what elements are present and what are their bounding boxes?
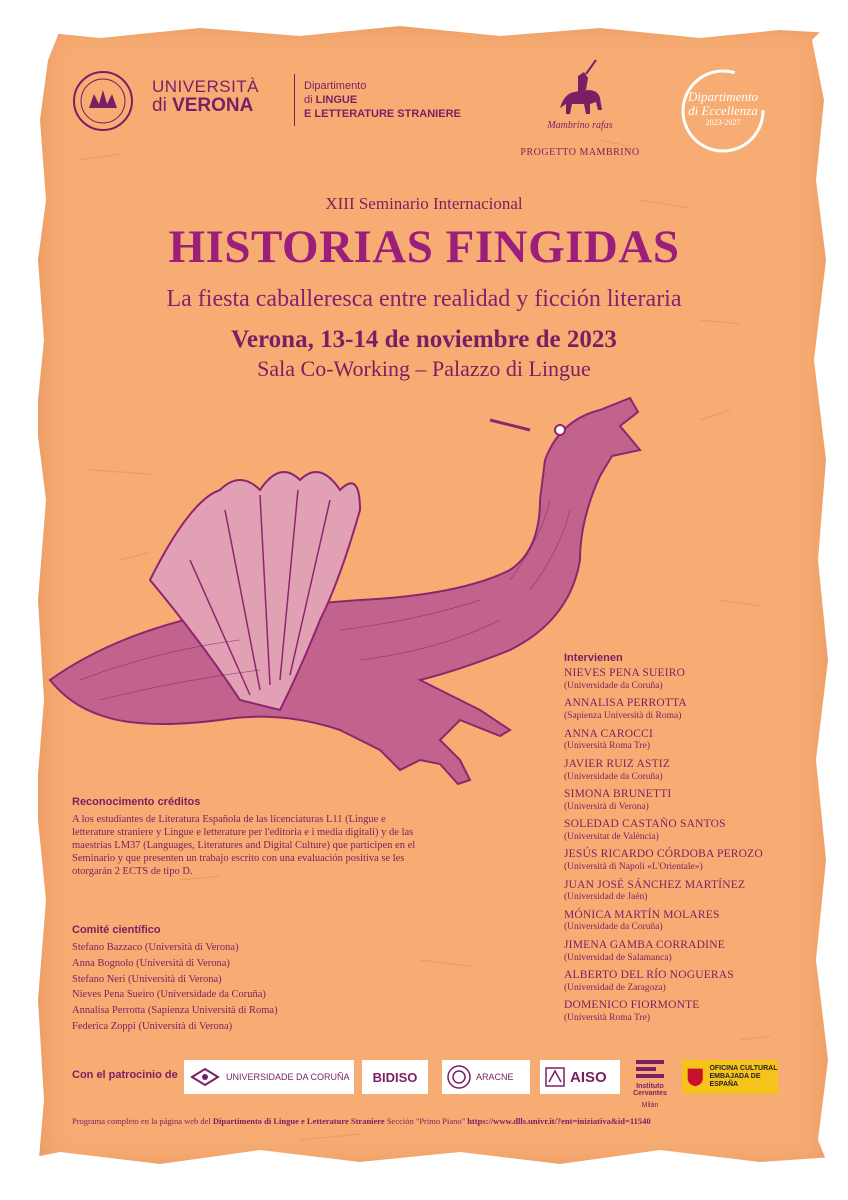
member-affiliation: (Università di Verona): [144, 942, 239, 954]
speaker-item: [564, 999, 804, 1024]
speakers-list: [564, 652, 804, 1029]
spain-embassy-logo: [682, 1060, 778, 1094]
mambrino-signature: Mambrino rafas: [547, 120, 613, 131]
speaker-name: DOMENICO FIORMONTE: [564, 999, 700, 1012]
speaker-item: [564, 758, 804, 783]
speaker-item: [564, 728, 804, 753]
speaker-name: ANNALISA PERROTTA: [564, 697, 687, 710]
event-dates: Verona, 13-14 de noviembre de 2023: [231, 326, 617, 353]
speaker-affiliation: (Universidade da Coruña): [564, 922, 663, 933]
speaker-name: ALBERTO DEL RÍO NOGUERAS: [564, 969, 734, 982]
speaker-item: [564, 969, 804, 994]
footer-prefix: Programa completo en la página web del: [72, 1116, 211, 1126]
event-subtitle: La fiesta caballeresca entre realidad y ficción literaria: [166, 286, 682, 312]
knight-icon: [550, 58, 610, 120]
committee-member: [72, 940, 402, 956]
department-line3: E LETTERATURE STRANIERE: [304, 107, 461, 120]
coruna-logo: [184, 1060, 354, 1094]
member-name: Federica Zoppi: [72, 1020, 136, 1032]
footer-department-link[interactable]: Dipartimento di Lingue e Letterature Straniere: [212, 1116, 385, 1126]
university-logo: [72, 68, 492, 138]
speaker-name: SOLEDAD CASTAÑO SANTOS: [564, 818, 726, 831]
committee-member: [72, 972, 402, 988]
member-affiliation: (Università di Verona): [136, 957, 230, 969]
spain-line2: EMBAJADA DE ESPAÑA: [709, 1072, 761, 1089]
speaker-item: [564, 697, 804, 722]
credits-heading: Reconocimento créditos: [72, 796, 201, 808]
member-affiliation: (Universidade da Coruña): [156, 989, 266, 1001]
member-name: Anna Bognolo: [72, 957, 134, 969]
footer-section: Sección "Primo Piano": [386, 1116, 466, 1126]
coruna-name: UNIVERSIDADE DA CORUÑA: [226, 1072, 350, 1082]
university-city: VERONA: [172, 94, 254, 116]
sponsors-row: [72, 1060, 792, 1109]
aracne-logo: [442, 1060, 530, 1094]
speaker-name: ANNA CAROCCI: [564, 727, 653, 740]
spain-line1: OFICINA CULTURAL: [709, 1064, 778, 1072]
event-venue: Sala Co-Working – Palazzo di Lingue: [257, 356, 591, 381]
department-name: [304, 80, 461, 121]
seminar-label: XIII Seminario Internacional: [325, 194, 523, 213]
speaker-affiliation: (Università di Napoli «L'Orientale»): [564, 862, 703, 873]
member-name: Stefano Neri: [72, 973, 126, 985]
credits-block: [72, 796, 422, 878]
university-line1: UNIVERSITÀ: [152, 77, 260, 96]
mambrino-logo: [520, 58, 640, 158]
university-di: di: [152, 94, 167, 116]
speaker-affiliation: (Universidad de Zaragoza): [564, 982, 666, 993]
coruna-emblem-icon: [190, 1067, 220, 1087]
speaker-affiliation: (Università Roma Tre): [564, 1013, 651, 1024]
logo-divider: [294, 74, 295, 126]
excellence-line2: di Eccellenza: [688, 102, 758, 118]
speaker-affiliation: (Universidad de Jaén): [564, 892, 648, 903]
speaker-name: SIMONA BRUNETTI: [564, 787, 672, 800]
aiso-name: AISO: [570, 1068, 607, 1086]
speaker-affiliation: (Universidad de Salamanca): [564, 952, 672, 963]
member-name: Nieves Pena Sueiro: [72, 989, 155, 1001]
footer-line: [72, 1116, 792, 1126]
department-di: di: [304, 93, 313, 106]
cervantes-city: Milán: [641, 1101, 659, 1109]
committee-member: [72, 1003, 402, 1019]
speaker-name: JAVIER RUIZ ASTIZ: [564, 757, 671, 770]
aiso-emblem-icon: [544, 1066, 566, 1088]
committee-member: [72, 1019, 402, 1035]
member-name: Stefano Bazzaco: [72, 942, 143, 954]
speaker-affiliation: (Sapienza Università di Roma): [564, 711, 682, 722]
member-name: Annalisa Perrotta: [72, 1005, 146, 1017]
cervantes-logo: [630, 1060, 670, 1110]
aracne-spiral-icon: [446, 1064, 472, 1090]
department-line2: LINGUE: [315, 93, 358, 106]
committee-member: [72, 987, 402, 1003]
speaker-item: [564, 909, 804, 934]
excellence-line1: Dipartimento: [687, 89, 759, 104]
department-line1: Dipartimento: [304, 80, 367, 92]
university-seal-icon: [72, 70, 134, 132]
aracne-name: ARACNE: [476, 1072, 514, 1082]
spain-shield-icon: [686, 1064, 704, 1090]
cervantes-name: Instituto Cervantes: [633, 1083, 667, 1098]
member-affiliation: (Sapienza Università di Roma): [147, 1005, 278, 1017]
bidiso-name: BIDISO: [372, 1069, 418, 1085]
mambrino-label: PROGETTO MAMBRINO: [520, 147, 640, 158]
committee-member: [72, 956, 402, 972]
excellence-years: 2023-2027: [705, 118, 741, 127]
speaker-affiliation: (Universidade da Coruña): [564, 680, 663, 691]
speaker-affiliation: (Universitat de València): [564, 831, 659, 842]
committee-heading: Comité científico: [72, 924, 161, 936]
speaker-name: NIEVES PENA SUEIRO: [564, 667, 686, 680]
speaker-name: JIMENA GAMBA CORRADINE: [564, 938, 725, 951]
excellence-badge: [680, 68, 766, 154]
university-name: [152, 78, 259, 116]
event-title: HISTORIAS FINGIDAS: [168, 221, 680, 273]
speakers-heading: Intervienen: [564, 652, 623, 664]
speaker-item: [564, 879, 804, 904]
bidiso-logo: [362, 1060, 428, 1094]
speaker-item: [564, 818, 804, 843]
cervantes-emblem-icon: [636, 1060, 664, 1078]
speaker-affiliation: (Università Roma Tre): [564, 741, 651, 752]
speaker-affiliation: (Università di Verona): [564, 801, 649, 812]
member-affiliation: (Università di Verona): [138, 1020, 233, 1032]
speaker-name: MÓNICA MARTÍN MOLARES: [564, 908, 720, 921]
footer-url-link[interactable]: https://www.dlls.univr.it/?ent=iniziativa&id=11540: [467, 1116, 651, 1126]
speaker-item: [564, 848, 804, 873]
sponsors-label: Con el patrocinio de: [72, 1069, 178, 1081]
member-affiliation: (Università di Verona): [127, 973, 222, 985]
speaker-item: [564, 667, 804, 692]
credits-text: A los estudiantes de Literatura Española de las licenciaturas L11 (Lingue e letterature straniere y Lingue e letterature per l'editoria e i media digitali) y de las maestrías LM37 (Languages, Literatures and Digital Culture) que participen en el Seminario y que presenten un trabajo escrito con una evaluación positiva se les otorgarán 2 ECTS de tipo D.: [72, 813, 416, 878]
speaker-name: JESÚS RICARDO CÓRDOBA PEROZO: [564, 848, 763, 861]
speaker-item: [564, 788, 804, 813]
speaker-affiliation: (Universidade da Coruña): [564, 771, 663, 782]
committee-block: [72, 924, 402, 1035]
speaker-item: [564, 939, 804, 964]
aiso-logo: [540, 1060, 620, 1094]
speaker-name: JUAN JOSÉ SÁNCHEZ MARTÍNEZ: [564, 878, 746, 891]
